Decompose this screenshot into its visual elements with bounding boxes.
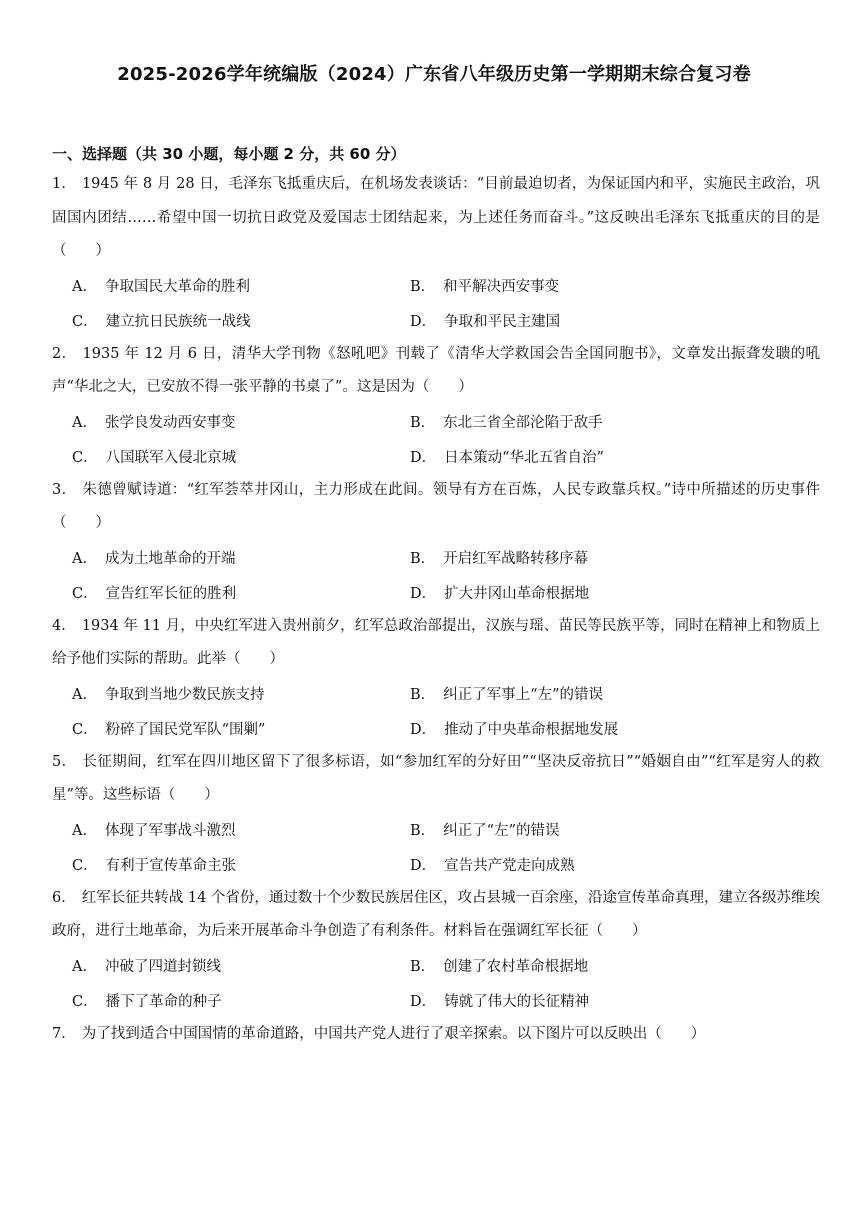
exam-content bbox=[52, 143, 820, 1051]
option-row bbox=[52, 813, 820, 848]
answer-option bbox=[410, 990, 810, 1011]
question-block bbox=[52, 746, 820, 882]
option-row bbox=[52, 847, 820, 882]
answer-option bbox=[52, 718, 410, 739]
answer-option bbox=[410, 819, 810, 840]
option-key: A． bbox=[72, 687, 97, 704]
option-row bbox=[52, 541, 820, 576]
question-stem: 红军长征共转战 14 个省份，通过数十个少数民族居住区，攻占县城一百余座，沿途宣传革命真理，建立各级苏维埃政府，进行土地革命，为后来开展革命斗争创造了有利条件。材料旨在强调红军长征（ ） bbox=[52, 889, 820, 939]
option-row bbox=[52, 269, 820, 304]
answer-option bbox=[52, 955, 410, 976]
question-stem: 1945 年 8 月 28 日，毛泽东飞抵重庆后，在机场发表谈话：“目前最迫切者，为保证国内和平，实施民主政治，巩固国内团结……希望中国一切抗日政党及爱国志士团结起来，为上述任务而奋斗。”这反映出毛泽东飞抵重庆的目的是（ ） bbox=[52, 176, 820, 259]
question-number: 5． bbox=[52, 753, 77, 770]
answer-option bbox=[52, 411, 410, 432]
option-key: A． bbox=[72, 415, 97, 432]
option-key: B． bbox=[410, 959, 436, 976]
option-row bbox=[52, 677, 820, 712]
answer-option bbox=[410, 718, 810, 739]
option-row bbox=[52, 575, 820, 610]
answer-option bbox=[410, 582, 810, 603]
answer-option bbox=[410, 310, 810, 331]
answer-option bbox=[52, 854, 410, 875]
option-text: 体现了军事战斗激烈 bbox=[104, 823, 236, 840]
option-text: 开启红军战略转移序幕 bbox=[443, 551, 589, 568]
answer-option bbox=[52, 582, 410, 603]
option-key: B． bbox=[410, 551, 436, 568]
answer-option bbox=[52, 990, 410, 1011]
answer-option bbox=[410, 275, 810, 296]
option-row bbox=[52, 439, 820, 474]
section-heading: 一、选择题（共 30 小题，每小题 2 分，共 60 分） bbox=[52, 145, 406, 163]
option-key: C． bbox=[72, 585, 98, 602]
option-key: C． bbox=[72, 993, 98, 1010]
question-text bbox=[52, 882, 820, 949]
question-block bbox=[52, 338, 820, 474]
option-key: D． bbox=[410, 721, 437, 738]
option-text: 宣告共产党走向成熟 bbox=[444, 857, 575, 874]
option-text: 纠正了军事上“左”的错误 bbox=[443, 687, 603, 704]
option-row bbox=[52, 405, 820, 440]
option-row bbox=[52, 983, 820, 1018]
question-text bbox=[52, 1018, 820, 1052]
answer-option bbox=[410, 854, 810, 875]
option-text: 争取国民大革命的胜利 bbox=[104, 279, 250, 296]
option-key: A． bbox=[72, 279, 97, 296]
option-text: 冲破了四道封锁线 bbox=[104, 959, 221, 976]
answer-option bbox=[52, 446, 410, 467]
option-text: 张学良发动西安事变 bbox=[104, 415, 236, 432]
option-key: A． bbox=[72, 823, 97, 840]
answer-option bbox=[410, 955, 810, 976]
answer-option bbox=[52, 683, 410, 704]
option-text: 有利于宣传革命主张 bbox=[105, 857, 237, 874]
question-stem: 为了找到适合中国国情的革命道路，中国共产党人进行了艰辛探索。以下图片可以反映出（ ） bbox=[81, 1025, 706, 1042]
option-text: 八国联军入侵北京城 bbox=[105, 449, 237, 466]
option-key: C． bbox=[72, 449, 98, 466]
option-text: 宣告红军长征的胜利 bbox=[105, 585, 237, 602]
question-number: 2． bbox=[52, 345, 77, 362]
option-text: 纠正了“左”的错误 bbox=[443, 823, 560, 840]
option-row bbox=[52, 949, 820, 984]
option-key: C． bbox=[72, 313, 98, 330]
answer-option bbox=[410, 411, 810, 432]
option-text: 日本策动“华北五省自治” bbox=[444, 449, 604, 466]
question-block bbox=[52, 610, 820, 746]
question-list bbox=[52, 168, 820, 1051]
option-row bbox=[52, 303, 820, 338]
option-key: B． bbox=[410, 415, 436, 432]
option-key: B． bbox=[410, 823, 436, 840]
option-text: 争取到当地少数民族支持 bbox=[104, 687, 265, 704]
option-key: D． bbox=[410, 449, 437, 466]
option-key: C． bbox=[72, 721, 98, 738]
answer-option bbox=[52, 819, 410, 840]
question-stem: 1935 年 12 月 6 日，清华大学刊物《怒吼吧》刊载了《清华大学救国会告全国同胞书》，文章发出振聋发聩的吼声“华北之大，已安放不得一张平静的书桌了”。这是因为（ ） bbox=[52, 345, 820, 395]
question-number: 1． bbox=[52, 176, 76, 192]
option-row bbox=[52, 711, 820, 746]
question-number: 4． bbox=[52, 617, 76, 634]
option-text: 铸就了伟大的长征精神 bbox=[444, 993, 590, 1010]
option-text: 东北三省全部沦陷于敌手 bbox=[443, 415, 603, 432]
option-key: B． bbox=[410, 279, 436, 296]
option-text: 推动了中央革命根据地发展 bbox=[444, 721, 619, 738]
question-number: 7． bbox=[52, 1025, 76, 1042]
option-text: 播下了革命的种子 bbox=[105, 993, 222, 1010]
option-text: 成为土地革命的开端 bbox=[104, 551, 236, 568]
option-key: B． bbox=[410, 687, 436, 704]
option-text: 和平解决西安事变 bbox=[443, 279, 560, 296]
answer-option bbox=[52, 310, 410, 331]
question-number: 6． bbox=[52, 889, 76, 906]
option-text: 扩大井冈山革命根据地 bbox=[444, 585, 590, 602]
exam-title: 2025-2026学年统编版（2024）广东省八年级历史第一学期期末综合复习卷 bbox=[117, 64, 751, 85]
option-key: D． bbox=[410, 993, 437, 1010]
question-stem: 朱德曾赋诗道：“红军荟萃井冈山，主力形成在此间。领导有方在百炼，人民专政靠兵权。”诗中所描述的历史事件（ ） bbox=[52, 481, 820, 531]
option-key: A． bbox=[72, 551, 97, 568]
answer-option bbox=[410, 547, 810, 568]
answer-option bbox=[410, 683, 810, 704]
option-text: 创建了农村革命根据地 bbox=[443, 959, 589, 976]
answer-option bbox=[410, 446, 810, 467]
option-key: D． bbox=[410, 585, 437, 602]
question-text bbox=[52, 746, 820, 813]
question-number: 3． bbox=[52, 481, 77, 498]
answer-option bbox=[52, 547, 410, 568]
option-key: A． bbox=[72, 959, 97, 976]
option-key: D． bbox=[410, 313, 437, 330]
option-text: 建立抗日民族统一战线 bbox=[105, 313, 251, 330]
option-text: 粉碎了国民党军队“围剿” bbox=[105, 721, 266, 738]
option-key: D． bbox=[410, 857, 437, 874]
answer-option bbox=[52, 275, 410, 296]
question-block bbox=[52, 882, 820, 1018]
question-text bbox=[52, 610, 820, 677]
question-text bbox=[52, 474, 820, 541]
option-key: C． bbox=[72, 857, 98, 874]
question-block bbox=[52, 474, 820, 610]
question-stem: 长征期间，红军在四川地区留下了很多标语，如“参加红军的分好田”“坚决反帝抗日”“婚姻自由”“红军是穷人的救星”等。这些标语（ ） bbox=[52, 753, 821, 803]
question-block bbox=[52, 1018, 820, 1052]
question-stem: 1934 年 11 月，中央红军进入贵州前夕，红军总政治部提出，汉族与瑶、苗民等民族平等，同时在精神上和物质上给予他们实际的帮助。此举（ ） bbox=[52, 617, 820, 667]
option-text: 争取和平民主建国 bbox=[444, 313, 561, 330]
question-text bbox=[52, 168, 820, 269]
question-block bbox=[52, 168, 820, 338]
question-text bbox=[52, 338, 820, 405]
